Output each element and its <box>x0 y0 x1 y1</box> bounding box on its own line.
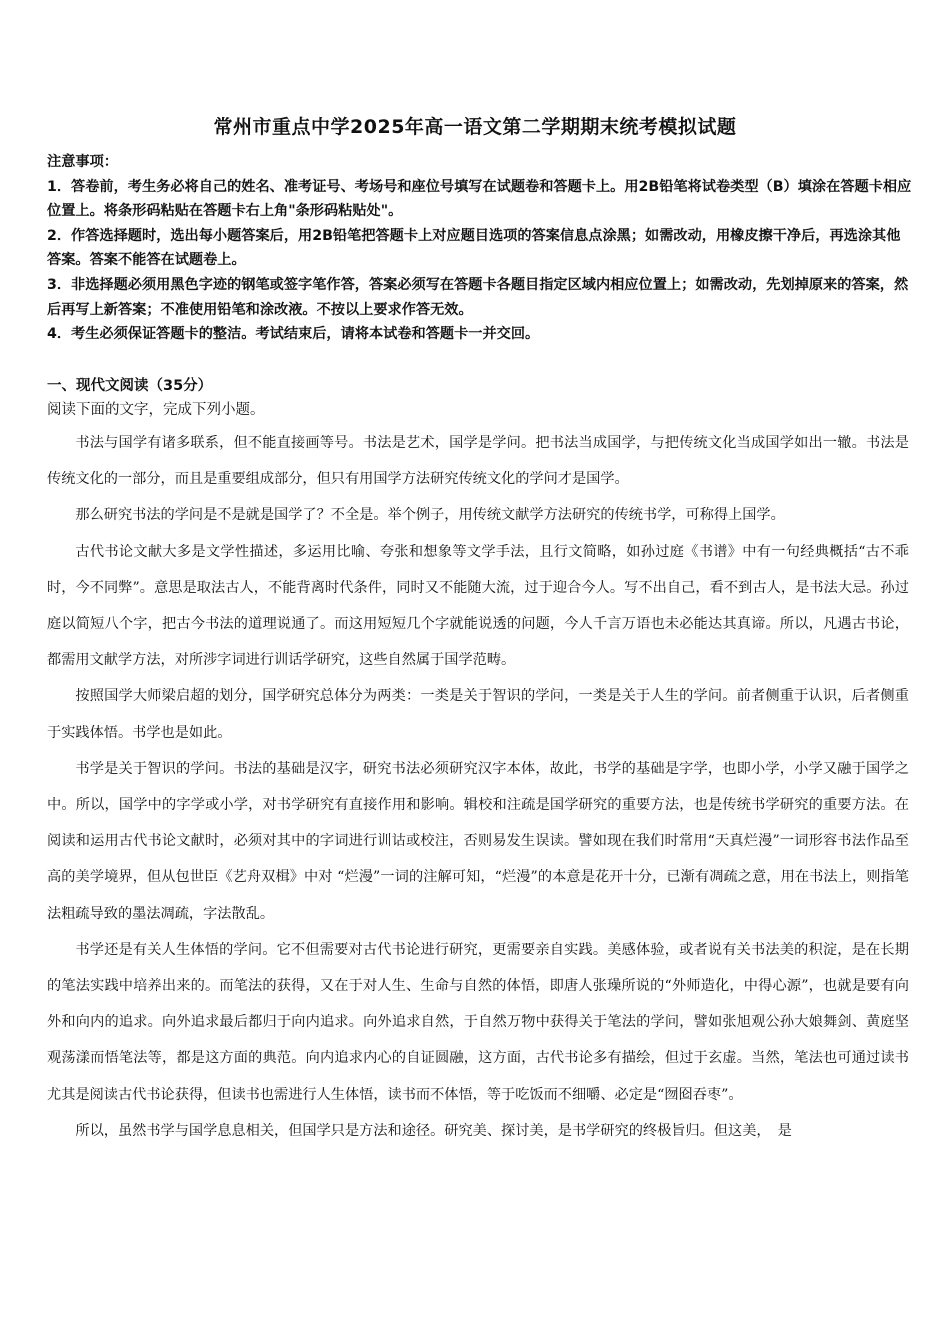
passage-paragraph: 书学是关于智识的学问。书法的基础是汉字，研究书法必须研究汉字本体，故此，书学的基础是字学，也即小学，小学又融于国学之中。所以，国学中的字学或小学，对书学研究有直接作用和影响。辑校和注疏是国学研究的重要方法，也是传统书学研究的重要方法。在阅读和运用古代书论文献时，必须对其中的字词进行训诂或校注，否则易发生误读。譬如现在我们时常用“天真烂漫”一词形容书法作品至高的美学境界，但从包世臣《艺舟双楫》中对 “烂漫”一词的注解可知，“烂漫”的本意是花开十分，已渐有凋疏之意，用在书法上，则指笔法粗疏导致的墨法凋疏，字法散乱。 <box>47 760 909 922</box>
passage-paragraph: 书法与国学有诸多联系，但不能直接画等号。书法是艺术，国学是学问。把书法当成国学，与把传统文化当成国学如出一辙。书法是传统文化的一部分，而且是重要组成部分，但只有用国学方法研究传统文化的学问才是国学。 <box>47 435 909 488</box>
passage-paragraph: 按照国学大师梁启超的划分，国学研究总体分为两类：一类是关于智识的学问，一类是关于人生的学问。前者侧重于认识，后者侧重于实践体悟。书学也是如此。 <box>47 688 909 741</box>
notice-item: 3．非选择题必须用黑色字迹的钢笔或签字笔作答，答案必须写在答题卡各题目指定区域内相应位置上；如需改动，先划掉原来的答案，然后再写上新答案；不准使用铅笔和涂改液。不按以上要求作答无效。 <box>47 276 909 318</box>
passage-paragraph: 古代书论文献大多是文学性描述，多运用比喻、夸张和想象等文学手法，且行文简略，如孙过庭《书谱》中有一句经典概括“古不乖时，今不同弊”。意思是取法古人，不能背离时代条件，同时又不能随大流，过于迎合今人。写不出自己，看不到古人，是书法大忌。孙过庭以简短八个字，把古今书法的道理说通了。而这用短短几个字就能说透的问题，今人千言万语也未必能达其真谛。所以，凡遇古书论，都需用文献学方法，对所涉字词进行训话学研究，这些自然属于国学范畴。 <box>47 543 909 669</box>
notice-item: 4．考生必须保证答题卡的整洁。考试结束后，请将本试卷和答题卡一并交回。 <box>47 326 540 343</box>
notice-item: 2．作答选择题时，选出每小题答案后，用2B铅笔把答题卡上对应题目选项的答案信息点涂黑；如需改动，用橡皮擦干净后，再选涂其他答案。答案不能答在试题卷上。 <box>47 227 901 269</box>
notice-block <box>47 150 912 347</box>
notice-heading: 注意事项： <box>47 154 118 170</box>
section-heading: 一、现代文阅读（35分） <box>47 378 213 394</box>
passage-paragraph: 所以，虽然书学与国学息息相关，但国学只是方法和途径。研究美、探讨美，是书学研究的终极旨归。但这美， 是 <box>75 1122 792 1139</box>
passage-paragraph: 那么研究书法的学问是不是就是国学了？不全是。举个例子，用传统文献学方法研究的传统书学，可称得上国学。 <box>75 507 785 524</box>
page-title: 常州市重点中学2025年高一语文第二学期期末统考模拟试题 <box>213 116 737 138</box>
reading-instruction: 阅读下面的文字，完成下列小题。 <box>47 402 265 418</box>
reading-passage <box>47 425 909 1149</box>
notice-item: 1．答卷前，考生务必将自己的姓名、准考证号、考场号和座位号填写在试题卷和答题卡上。用2B铅笔将试卷类型（B）填涂在答题卡相应位置上。将条形码粘贴在答题卡右上角"条形码粘贴处"。 <box>47 178 912 220</box>
passage-paragraph: 书学还是有关人生体悟的学问。它不但需要对古代书论进行研究，更需要亲自实践。美感体验，或者说有关书法美的积淀，是在长期的笔法实践中培养出来的。而笔法的获得，又在于对人生、生命与自然的体悟，即唐人张璪所说的“外师造化，中得心源”，也就是要有向外和向内的追求。向外追求最后都归于向内追求。向外追求自然，于自然万物中获得关于笔法的学问，譬如张旭观公孙大娘舞剑、黄庭坚观荡漾而悟笔法等，都是这方面的典范。向内追求内心的自证圆融，这方面，古代书论多有描绘，但过于玄虚。当然，笔法也可通过读书尤其是阅读古代书论获得，但读书也需进行人生体悟，读书而不体悟，等于吃饭而不细嚼、必定是“囫囵吞枣”。 <box>47 941 909 1103</box>
